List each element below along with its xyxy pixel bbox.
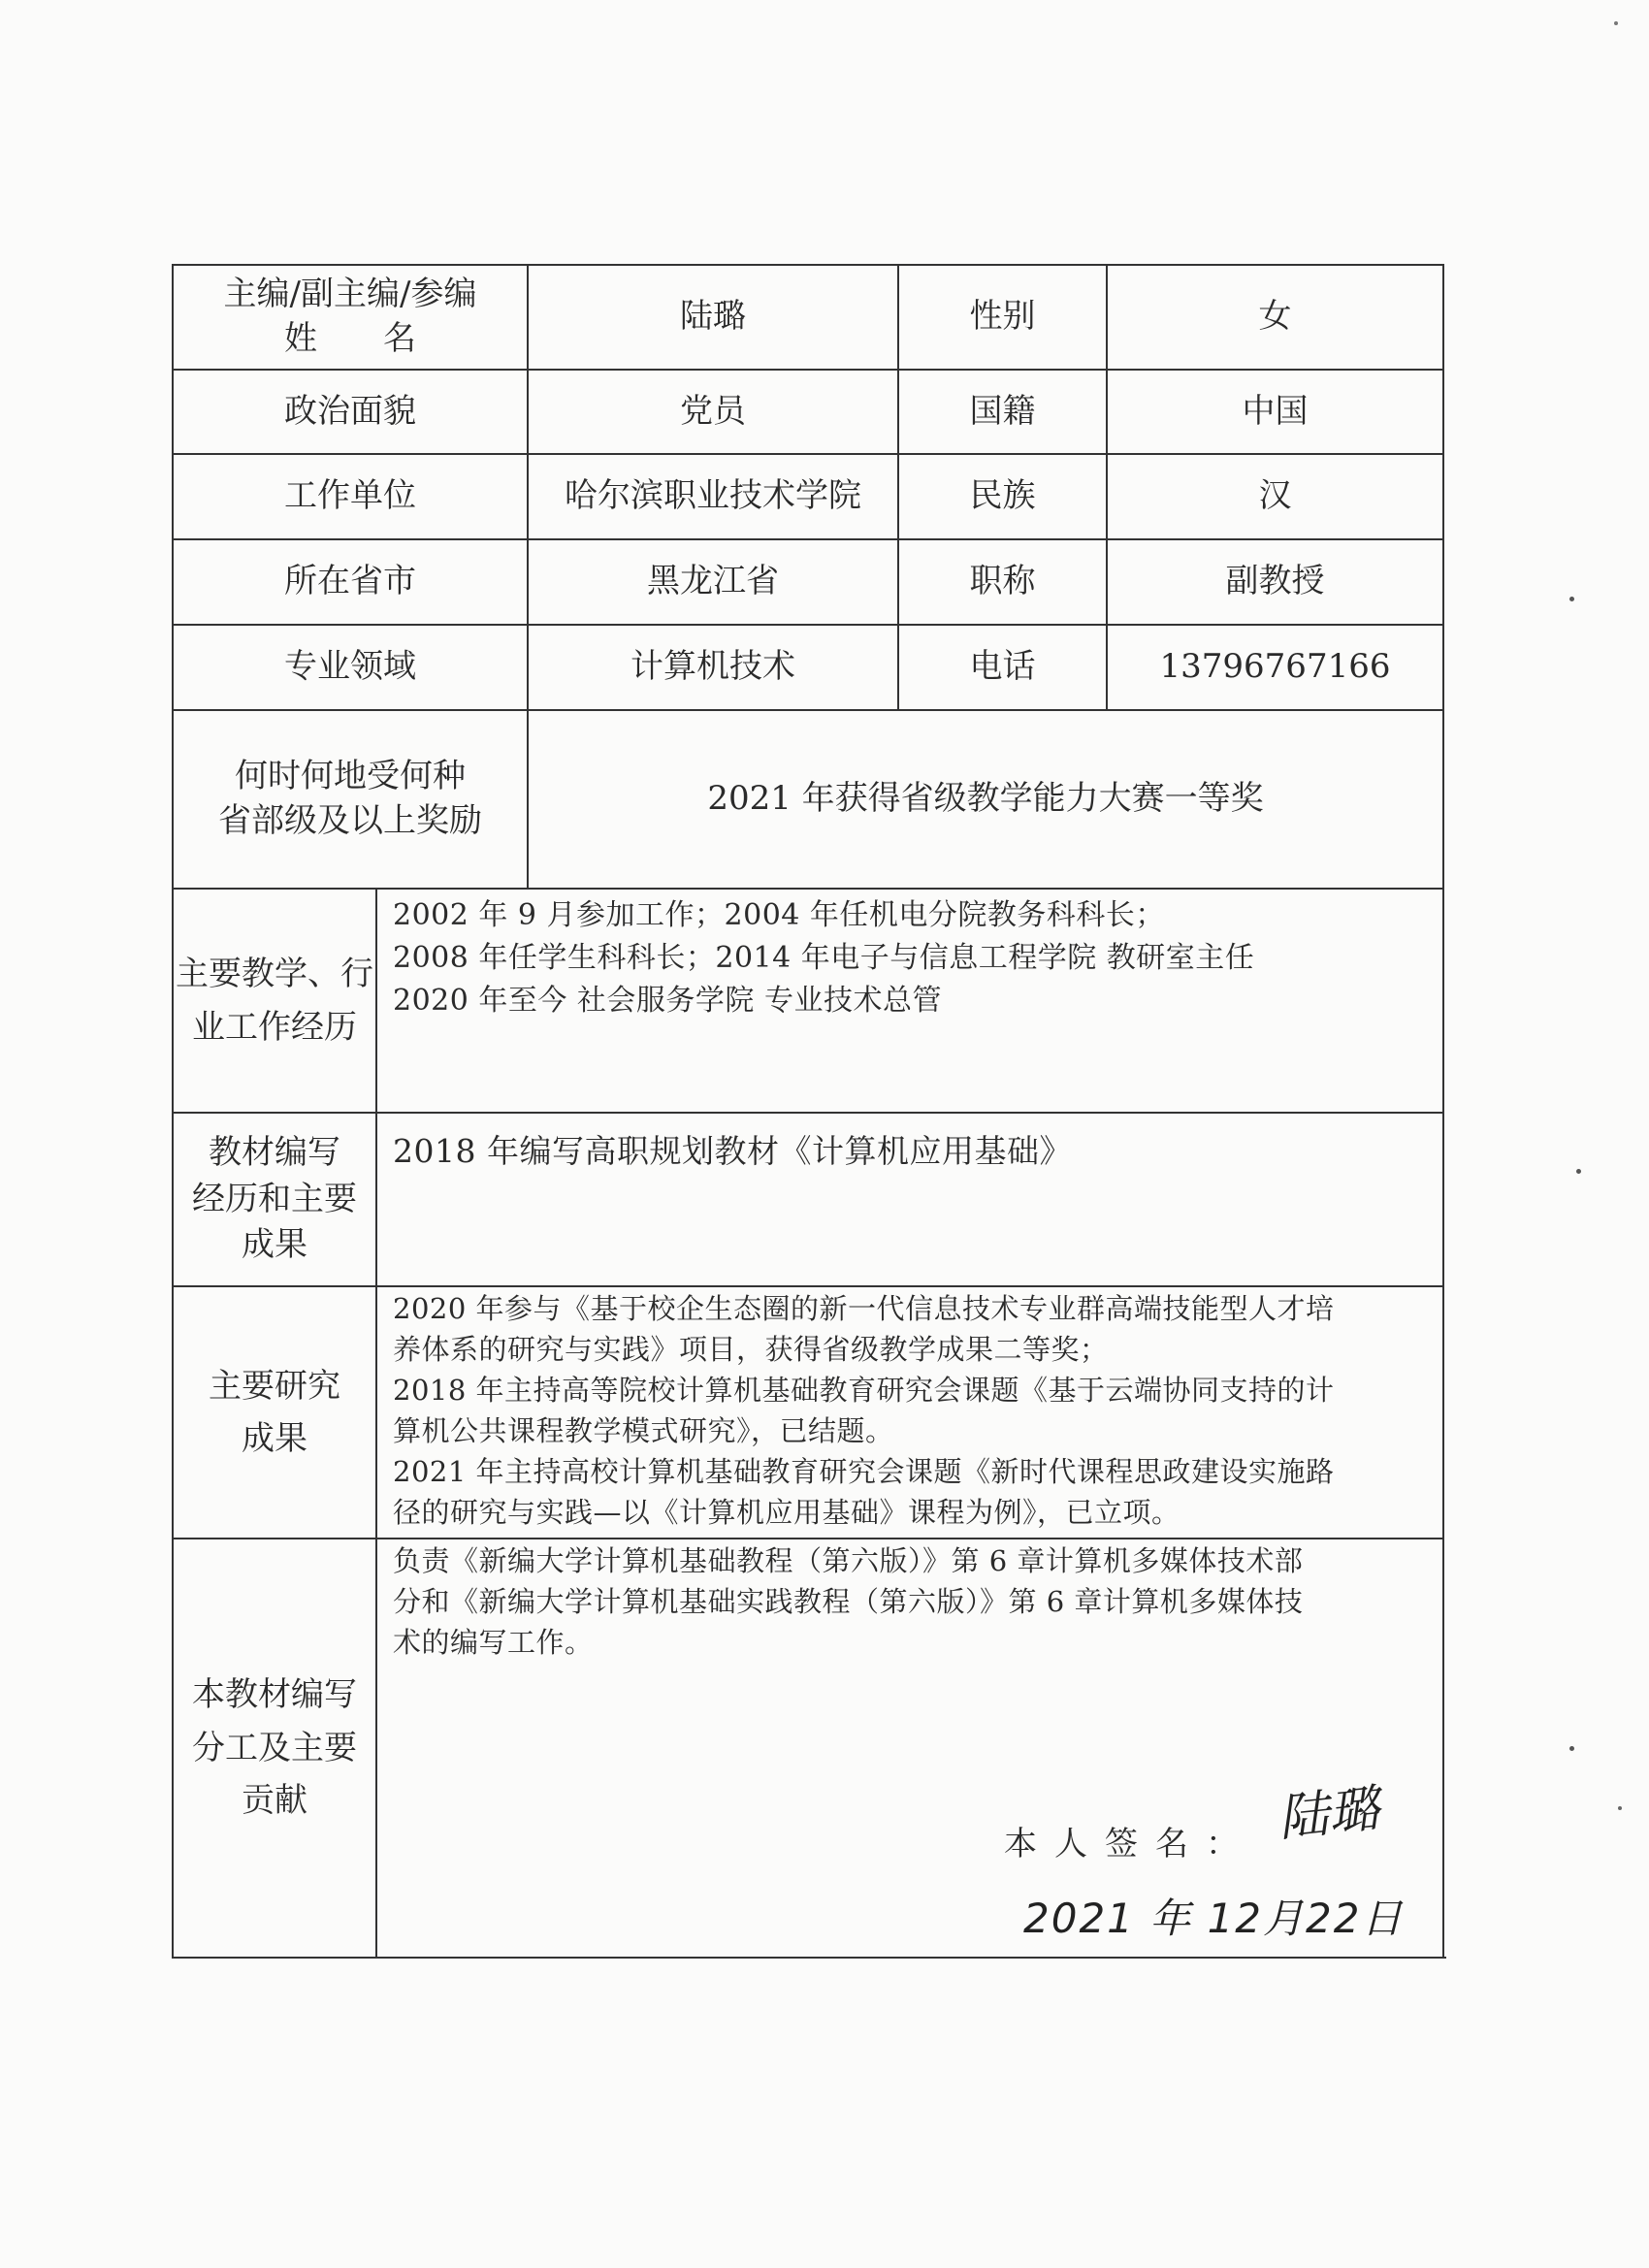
field-value: 计算机技术 (630, 647, 795, 687)
province-value: 黑龙江省 (647, 562, 779, 601)
research-text (393, 1288, 1436, 1536)
textbook-label (174, 1114, 375, 1285)
ethnicity-value: 汉 (1258, 476, 1292, 516)
nationality-label: 国籍 (969, 391, 1036, 431)
research-line: 2018 年主持高等院校计算机基础教育研究会课题《基于云端协同支持的计 (393, 1374, 1335, 1407)
scan-speck (1618, 1806, 1622, 1810)
name-label-line: 姓 名 (284, 319, 416, 358)
experience-text (393, 894, 1436, 1108)
research-line: 径的研究与实践—以《计算机应用基础》课程为例》，已立项。 (393, 1496, 1180, 1529)
signature-label: 本人签名： (1004, 1825, 1256, 1863)
nationality-value: 中国 (1242, 391, 1309, 431)
research-line: 算机公共课程教学模式研究》，已结题。 (393, 1414, 894, 1447)
contribution-label-line: 分工及主要 (192, 1728, 357, 1767)
contribution-line: 负责《新编大学计算机基础教程（第六版）》第 6 章计算机多媒体技术部 (393, 1544, 1304, 1577)
name-label (174, 266, 527, 369)
research-label-line: 成果 (242, 1419, 307, 1458)
research-label (174, 1287, 375, 1538)
textbook-label-line: 成果 (242, 1225, 307, 1265)
col-divider (375, 888, 377, 1959)
scan-speck (1569, 597, 1574, 601)
field-label: 专业领域 (284, 647, 416, 687)
research-line: 2020 年参与《基于校企生态圈的新一代信息技术专业群高端技能型人才培 (393, 1292, 1335, 1325)
name-value: 陆璐 (680, 297, 746, 337)
political-status-value: 党员 (680, 391, 746, 431)
experience-label (174, 890, 375, 1112)
scan-speck (1576, 1169, 1581, 1174)
scan-speck (1614, 21, 1618, 25)
phone-value: 13796767166 (1159, 647, 1391, 687)
contribution-label (174, 1539, 375, 1957)
political-status-label: 政治面貌 (284, 391, 416, 431)
name-label-line: 主编/副主编/参编 (223, 275, 477, 314)
phone-label: 电话 (969, 647, 1036, 687)
table-border-bottom (172, 1957, 1446, 1959)
experience-line: 2008 年任学生科科长；2014 年电子与信息工程学院 教研室主任 (393, 941, 1255, 975)
awards-value: 2021 年获得省级教学能力大赛一等奖 (707, 779, 1264, 819)
gender-value: 女 (1258, 297, 1292, 337)
contribution-text (393, 1540, 1436, 1676)
research-line: 养体系的研究与实践》项目，获得省级教学成果二等奖； (393, 1333, 1109, 1366)
textbook-label-line: 经历和主要 (192, 1179, 357, 1218)
employer-label: 工作单位 (284, 476, 416, 516)
textbook-value: 2018 年编写高职规划教材《计算机应用基础》 (393, 1132, 1072, 1170)
gender-label: 性别 (969, 297, 1036, 337)
experience-label-line: 业工作经历 (192, 1007, 357, 1047)
title-label: 职称 (969, 562, 1036, 601)
experience-line: 2020 年至今 社会服务学院 专业技术总管 (393, 984, 942, 1018)
title-value: 副教授 (1225, 562, 1325, 601)
research-label-line: 主要研究 (209, 1366, 340, 1406)
experience-label-line: 主要教学、行 (176, 955, 373, 994)
province-label: 所在省市 (284, 562, 416, 601)
textbook-label-line: 教材编写 (209, 1133, 340, 1173)
employer-value: 哈尔滨职业技术学院 (565, 476, 861, 516)
contribution-label-line: 贡献 (242, 1781, 307, 1821)
contribution-line: 术的编写工作。 (393, 1626, 594, 1659)
handwritten-signature: 陆璐 (1276, 1779, 1382, 1849)
awards-label (174, 711, 527, 888)
contribution-line: 分和《新编大学计算机基础实践教程（第六版）》第 6 章计算机多媒体技 (393, 1585, 1304, 1618)
ethnicity-label: 民族 (969, 476, 1036, 516)
experience-line: 2002 年 9 月参加工作；2004 年任机电分院教务科科长； (393, 898, 1165, 932)
contribution-label-line: 本教材编写 (192, 1675, 357, 1715)
table-border-right (1442, 264, 1444, 1959)
research-line: 2021 年主持高校计算机基础教育研究会课题《新时代课程思政建设实施路 (393, 1455, 1335, 1488)
scan-speck (1569, 1746, 1574, 1751)
awards-label-line: 省部级及以上奖励 (218, 801, 482, 840)
awards-label-line: 何时何地受何种 (235, 757, 466, 796)
handwritten-date: 2021 年 12月22日 (1023, 1895, 1405, 1942)
